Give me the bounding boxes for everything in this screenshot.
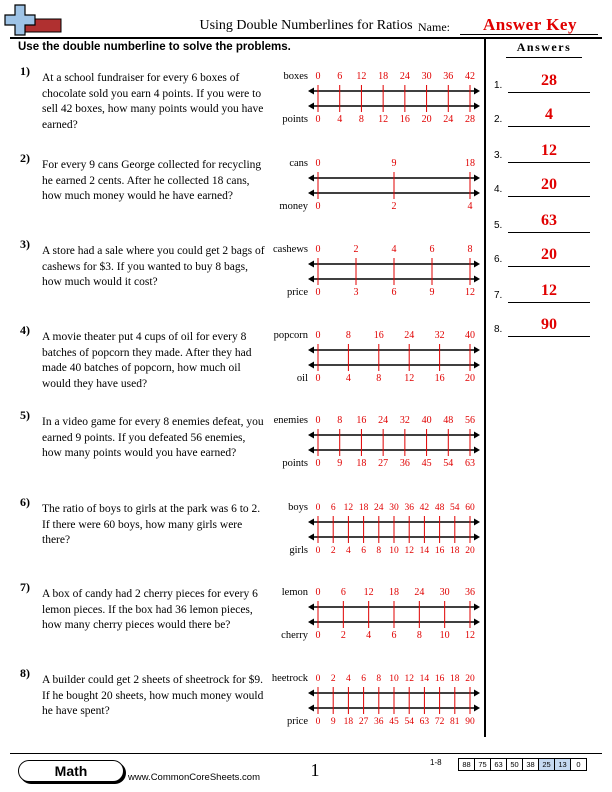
problem-number: 5) bbox=[20, 408, 30, 422]
double-number-line bbox=[268, 325, 478, 393]
top-tick-value: 24 bbox=[399, 71, 410, 82]
top-quantity-label: popcorn bbox=[273, 330, 308, 341]
top-quantity-label: boys bbox=[288, 502, 308, 513]
problem-number: 4) bbox=[20, 323, 30, 337]
arrow-icon bbox=[474, 519, 480, 526]
bottom-tick-value: 18 bbox=[450, 546, 460, 556]
top-quantity-label: boxes bbox=[283, 71, 308, 82]
double-number-line bbox=[268, 239, 478, 307]
top-tick-value: 12 bbox=[356, 71, 367, 82]
answer-value: 12 bbox=[541, 142, 557, 159]
arrow-icon bbox=[474, 432, 480, 439]
top-tick-value: 4 bbox=[346, 674, 351, 684]
arrow-icon bbox=[474, 619, 480, 626]
problem-number: 7) bbox=[20, 580, 30, 594]
problem-number: 1) bbox=[20, 64, 30, 78]
bottom-tick-value: 4 bbox=[467, 201, 473, 212]
bottom-tick-value: 81 bbox=[450, 717, 460, 727]
header-rule bbox=[10, 37, 602, 39]
bottom-tick-value: 4 bbox=[346, 546, 351, 556]
arrow-icon bbox=[474, 175, 480, 182]
bottom-tick-value: 0 bbox=[315, 546, 321, 556]
bottom-tick-value: 54 bbox=[443, 458, 454, 469]
top-quantity-label: heetrock bbox=[271, 673, 308, 684]
top-tick-value: 2 bbox=[353, 244, 359, 255]
top-tick-value: 18 bbox=[358, 503, 369, 513]
problem-number: 3) bbox=[20, 237, 30, 251]
bottom-tick-value: 0 bbox=[315, 201, 321, 212]
top-tick-value: 30 bbox=[439, 587, 450, 598]
bottom-tick-value: 45 bbox=[421, 458, 432, 469]
answer-value: 28 bbox=[541, 72, 557, 89]
top-tick-value: 12 bbox=[404, 674, 414, 684]
bottom-tick-value: 4 bbox=[345, 373, 351, 384]
double-number-line bbox=[268, 582, 478, 650]
instructions: Use the double numberline to solve the problems. bbox=[18, 41, 291, 53]
top-tick-value: 18 bbox=[465, 158, 475, 169]
top-tick-value: 48 bbox=[434, 503, 445, 513]
answer-key-label: Answer Key bbox=[483, 15, 577, 34]
bottom-tick-value: 16 bbox=[399, 114, 410, 125]
top-tick-value: 0 bbox=[315, 158, 321, 169]
answer-value: 90 bbox=[541, 316, 557, 333]
arrow-icon bbox=[308, 705, 314, 712]
top-tick-value: 6 bbox=[429, 244, 435, 255]
bottom-tick-value: 9 bbox=[330, 717, 336, 727]
worksheet-title: Using Double Numberlines for Ratios bbox=[199, 18, 413, 33]
bottom-quantity-label: points bbox=[282, 114, 308, 125]
arrow-icon bbox=[308, 175, 314, 182]
arrow-icon bbox=[308, 604, 314, 611]
score-cell: 0 bbox=[571, 759, 587, 771]
bottom-tick-value: 14 bbox=[419, 546, 430, 556]
bottom-tick-value: 28 bbox=[465, 114, 475, 125]
arrow-icon bbox=[474, 103, 480, 110]
top-tick-value: 16 bbox=[434, 674, 445, 684]
top-tick-value: 24 bbox=[414, 587, 425, 598]
score-cell: 25 bbox=[539, 759, 555, 771]
top-tick-value: 60 bbox=[465, 503, 475, 513]
arrow-icon bbox=[308, 534, 314, 541]
top-tick-value: 18 bbox=[450, 674, 460, 684]
top-tick-value: 54 bbox=[450, 503, 460, 513]
top-tick-value: 0 bbox=[315, 587, 321, 598]
bottom-tick-value: 24 bbox=[443, 114, 454, 125]
bottom-tick-value: 20 bbox=[421, 114, 432, 125]
bottom-tick-value: 6 bbox=[391, 630, 397, 641]
bottom-quantity-label: points bbox=[282, 458, 308, 469]
top-tick-value: 20 bbox=[465, 674, 475, 684]
score-cell: 38 bbox=[523, 759, 539, 771]
bottom-tick-value: 18 bbox=[356, 458, 367, 469]
problem-text: The ratio of boys to girls at the park was 6 to 2. If there were 60 boys, how many girls were there? bbox=[42, 503, 261, 546]
top-tick-value: 6 bbox=[340, 587, 346, 598]
arrow-icon bbox=[474, 447, 480, 454]
score-cell: 13 bbox=[555, 759, 571, 771]
bottom-tick-value: 45 bbox=[389, 717, 399, 727]
answer-line bbox=[508, 92, 590, 93]
top-tick-value: 36 bbox=[404, 503, 414, 513]
top-tick-value: 10 bbox=[389, 674, 399, 684]
answer-line bbox=[508, 126, 590, 127]
arrow-icon bbox=[474, 347, 480, 354]
score-range-label: 1-8 bbox=[430, 758, 442, 767]
problem-number: 2) bbox=[20, 151, 30, 165]
arrow-icon bbox=[308, 519, 314, 526]
bottom-tick-value: 63 bbox=[419, 717, 430, 727]
problem-text: In a video game for every 8 enemies defeat, you earned 9 points. If you defeated 56 enemies, how many points would you have earned? bbox=[42, 416, 264, 459]
top-tick-value: 40 bbox=[421, 415, 432, 426]
bottom-quantity-label: oil bbox=[296, 373, 308, 384]
bottom-tick-value: 20 bbox=[465, 373, 475, 384]
arrow-icon bbox=[474, 690, 480, 697]
page-number: 1 bbox=[310, 760, 320, 780]
double-number-line bbox=[268, 497, 478, 565]
top-tick-value: 56 bbox=[465, 415, 475, 426]
top-tick-value: 14 bbox=[419, 674, 430, 684]
website-label: www.CommonCoreSheets.com bbox=[128, 772, 260, 783]
bottom-tick-value: 9 bbox=[429, 287, 435, 298]
double-number-line bbox=[268, 410, 478, 478]
arrow-icon bbox=[308, 103, 314, 110]
top-tick-value: 0 bbox=[315, 71, 321, 82]
top-tick-value: 24 bbox=[374, 503, 384, 513]
bottom-quantity-label: cherry bbox=[281, 630, 308, 641]
score-cell: 63 bbox=[491, 759, 507, 771]
bottom-tick-value: 36 bbox=[374, 717, 384, 727]
arrow-icon bbox=[308, 447, 314, 454]
bottom-tick-value: 2 bbox=[340, 630, 346, 641]
arrow-icon bbox=[308, 432, 314, 439]
top-tick-value: 16 bbox=[373, 330, 384, 341]
top-tick-value: 8 bbox=[467, 244, 473, 255]
top-tick-value: 0 bbox=[315, 503, 321, 513]
answer-line bbox=[508, 336, 590, 337]
bottom-tick-value: 12 bbox=[404, 373, 415, 384]
column-divider bbox=[484, 37, 486, 737]
arrow-icon bbox=[474, 190, 480, 197]
bottom-tick-value: 3 bbox=[353, 287, 359, 298]
problem-text: A box of candy had 2 cherry pieces for every 6 lemon pieces. If the box had 36 lemon pieces, how many cherry pieces would there be? bbox=[42, 588, 258, 631]
top-tick-value: 32 bbox=[434, 330, 445, 341]
arrow-icon bbox=[474, 276, 480, 283]
top-tick-value: 36 bbox=[465, 587, 475, 598]
arrow-icon bbox=[474, 534, 480, 541]
bottom-tick-value: 4 bbox=[337, 114, 343, 125]
bottom-tick-value: 0 bbox=[315, 630, 321, 641]
answer-number: 6. bbox=[494, 254, 503, 265]
bottom-tick-value: 9 bbox=[337, 458, 343, 469]
top-tick-value: 4 bbox=[391, 244, 397, 255]
bottom-tick-value: 36 bbox=[399, 458, 410, 469]
bottom-tick-value: 8 bbox=[416, 630, 422, 641]
arrow-icon bbox=[474, 261, 480, 268]
top-tick-value: 12 bbox=[363, 587, 374, 598]
bottom-tick-value: 10 bbox=[439, 630, 450, 641]
answer-number: 1. bbox=[494, 80, 503, 91]
answer-line bbox=[508, 266, 590, 267]
score-table bbox=[458, 758, 587, 771]
double-number-line bbox=[268, 66, 478, 134]
top-tick-value: 36 bbox=[443, 71, 454, 82]
top-quantity-label: enemies bbox=[273, 415, 308, 426]
arrow-icon bbox=[474, 604, 480, 611]
arrow-icon bbox=[308, 261, 314, 268]
top-tick-value: 8 bbox=[345, 330, 351, 341]
bottom-tick-value: 2 bbox=[391, 201, 397, 212]
answer-number: 7. bbox=[494, 290, 503, 301]
top-tick-value: 42 bbox=[419, 503, 430, 513]
bottom-tick-value: 63 bbox=[465, 458, 475, 469]
arrow-icon bbox=[308, 619, 314, 626]
bottom-tick-value: 0 bbox=[315, 373, 321, 384]
bottom-tick-value: 12 bbox=[404, 546, 414, 556]
top-tick-value: 32 bbox=[399, 415, 410, 426]
bottom-tick-value: 8 bbox=[376, 373, 382, 384]
arrow-icon bbox=[474, 362, 480, 369]
bottom-tick-value: 20 bbox=[465, 546, 475, 556]
arrow-icon bbox=[308, 88, 314, 95]
answer-line bbox=[508, 162, 590, 163]
top-tick-value: 16 bbox=[356, 415, 367, 426]
problem-text: A store had a sale where you could get 2 bags of cashews for $3. If you wanted to buy 8 bags, how much would it cost? bbox=[42, 245, 265, 288]
bottom-tick-value: 6 bbox=[391, 287, 397, 298]
bottom-tick-value: 8 bbox=[358, 114, 364, 125]
answer-value: 63 bbox=[541, 212, 557, 229]
top-tick-value: 2 bbox=[330, 674, 336, 684]
arrow-icon bbox=[308, 690, 314, 697]
bottom-tick-value: 10 bbox=[389, 546, 399, 556]
answer-number: 8. bbox=[494, 324, 503, 335]
bottom-tick-value: 0 bbox=[315, 114, 321, 125]
problem-text: A movie theater put 4 cups of oil for every 8 batches of popcorn they made. After they had made 40 batches of popcorn, how much oil would they have used? bbox=[42, 331, 252, 390]
top-tick-value: 18 bbox=[389, 587, 399, 598]
bottom-tick-value: 27 bbox=[358, 717, 369, 727]
arrow-icon bbox=[474, 705, 480, 712]
answers-title-rule bbox=[506, 57, 582, 58]
bottom-tick-value: 6 bbox=[361, 546, 366, 556]
bottom-tick-value: 12 bbox=[465, 630, 475, 641]
top-tick-value: 18 bbox=[378, 71, 389, 82]
bottom-tick-value: 72 bbox=[434, 717, 445, 727]
answer-line bbox=[508, 232, 590, 233]
double-number-line bbox=[268, 153, 478, 221]
top-tick-value: 42 bbox=[465, 71, 475, 82]
answer-line bbox=[508, 302, 590, 303]
bottom-tick-value: 90 bbox=[465, 717, 475, 727]
answer-number: 3. bbox=[494, 150, 503, 161]
top-quantity-label: lemon bbox=[281, 587, 308, 598]
problem-text: For every 9 cans George collected for recycling he earned 2 cents. After he collected 18 cans, how much money would he have earned? bbox=[42, 159, 262, 202]
double-number-line bbox=[268, 668, 478, 736]
bottom-quantity-label: price bbox=[287, 287, 308, 298]
top-tick-value: 6 bbox=[330, 503, 336, 513]
arrow-icon bbox=[308, 276, 314, 283]
top-tick-value: 8 bbox=[337, 415, 343, 426]
score-cell: 88 bbox=[459, 759, 475, 771]
top-tick-value: 9 bbox=[391, 158, 397, 169]
top-tick-value: 6 bbox=[337, 71, 343, 82]
top-tick-value: 0 bbox=[315, 244, 321, 255]
bottom-tick-value: 0 bbox=[315, 458, 321, 469]
arrow-icon bbox=[308, 362, 314, 369]
arrow-icon bbox=[308, 347, 314, 354]
problem-text: At a school fundraiser for every 6 boxes of chocolate sold you earn 4 points. If you were to sell 42 boxes, how many points would you have earned? bbox=[42, 72, 264, 131]
score-cell: 50 bbox=[507, 759, 523, 771]
bottom-tick-value: 4 bbox=[366, 630, 372, 641]
bottom-quantity-label: girls bbox=[289, 545, 308, 556]
top-tick-value: 30 bbox=[389, 503, 399, 513]
top-tick-value: 0 bbox=[315, 674, 321, 684]
bottom-tick-value: 12 bbox=[378, 114, 389, 125]
bottom-tick-value: 12 bbox=[465, 287, 475, 298]
top-tick-value: 24 bbox=[378, 415, 389, 426]
answer-value: 20 bbox=[541, 246, 557, 263]
answer-line bbox=[508, 196, 590, 197]
bottom-tick-value: 0 bbox=[315, 287, 321, 298]
footer-rule bbox=[10, 753, 602, 754]
top-tick-value: 30 bbox=[421, 71, 432, 82]
bottom-tick-value: 2 bbox=[330, 546, 336, 556]
bottom-quantity-label: money bbox=[279, 201, 308, 212]
bottom-tick-value: 54 bbox=[404, 717, 414, 727]
name-label: Name: bbox=[418, 20, 450, 34]
problem-text: A builder could get 2 sheets of sheetrock for $9. If he bought 20 sheets, how much money would he have spent? bbox=[42, 674, 264, 717]
top-tick-value: 0 bbox=[315, 415, 321, 426]
top-tick-value: 8 bbox=[376, 674, 382, 684]
top-quantity-label: cashews bbox=[273, 244, 308, 255]
answer-value: 4 bbox=[545, 106, 553, 123]
top-quantity-label: cans bbox=[289, 158, 308, 169]
top-tick-value: 40 bbox=[465, 330, 475, 341]
bottom-tick-value: 18 bbox=[343, 717, 354, 727]
subject-badge: Math bbox=[18, 760, 124, 782]
bottom-tick-value: 16 bbox=[434, 373, 445, 384]
answer-number: 5. bbox=[494, 220, 503, 231]
top-tick-value: 0 bbox=[315, 330, 321, 341]
answer-value: 12 bbox=[541, 282, 557, 299]
answer-number: 4. bbox=[494, 184, 503, 195]
bottom-tick-value: 16 bbox=[434, 546, 445, 556]
problem-number: 8) bbox=[20, 666, 30, 680]
answers-title: Answers bbox=[516, 40, 572, 54]
arrow-icon bbox=[308, 190, 314, 197]
bottom-quantity-label: price bbox=[287, 716, 308, 727]
top-tick-value: 6 bbox=[361, 674, 366, 684]
top-tick-value: 24 bbox=[404, 330, 415, 341]
top-tick-value: 48 bbox=[443, 415, 454, 426]
problem-number: 6) bbox=[20, 495, 30, 509]
bottom-tick-value: 27 bbox=[378, 458, 389, 469]
bottom-tick-value: 8 bbox=[376, 546, 382, 556]
answer-value: 20 bbox=[541, 176, 557, 193]
arrow-icon bbox=[474, 88, 480, 95]
answer-number: 2. bbox=[494, 114, 503, 125]
top-tick-value: 12 bbox=[343, 503, 354, 513]
bottom-tick-value: 0 bbox=[315, 717, 321, 727]
score-cell: 75 bbox=[475, 759, 491, 771]
